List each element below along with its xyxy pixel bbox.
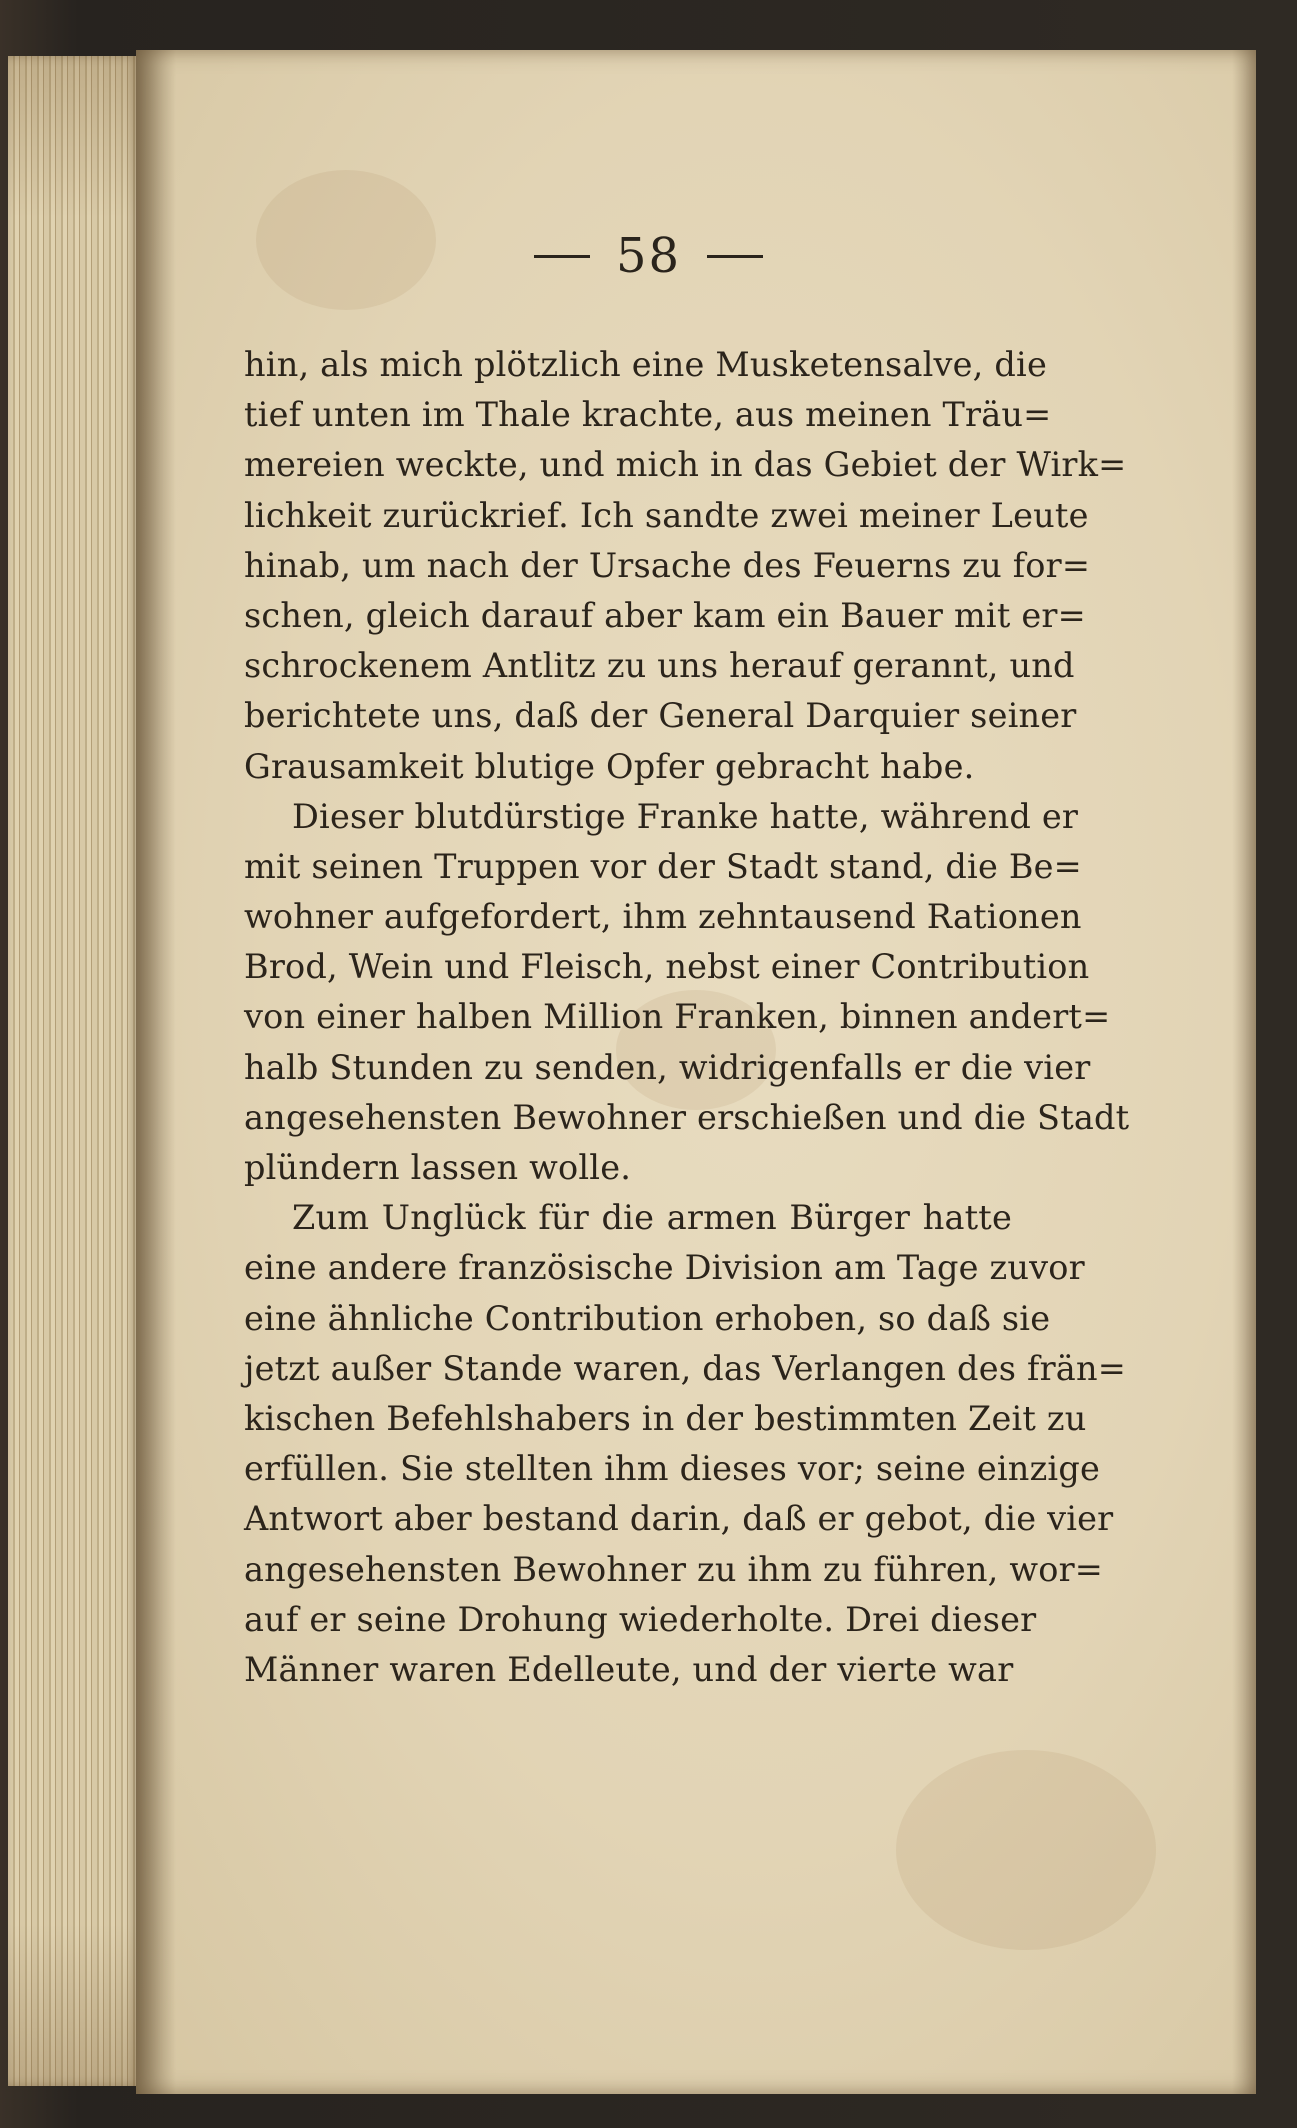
page-edge-shadow [1232, 50, 1256, 2094]
text-line: angesehensten Bewohner erschießen und die Stadt [244, 1097, 1130, 1137]
text-line: Zum Unglück für die armen Bürger hatte [292, 1198, 1012, 1238]
running-head [0, 228, 1297, 288]
header-dash-right [707, 255, 763, 258]
text-line: mit seinen Truppen vor der Stadt stand, die Be= [244, 846, 1082, 886]
paper-stain [896, 1750, 1156, 1950]
text-line: mereien weckte, und mich in das Gebiet der Wirk= [244, 445, 1127, 485]
page-edges [8, 56, 140, 2086]
header-dash-left [534, 255, 590, 258]
text-line: jetzt außer Stande waren, das Verlangen des frän= [244, 1348, 1126, 1388]
text-line: schen, gleich darauf aber kam ein Bauer mit er= [244, 595, 1086, 635]
spine-shadow [136, 50, 176, 2094]
text-line: Brod, Wein und Fleisch, nebst einer Contribution [244, 947, 1090, 987]
text-line: Männer waren Edelleute, und der vierte war [244, 1649, 1014, 1689]
text-line: Dieser blutdürstige Franke hatte, während er [292, 796, 1079, 836]
text-line: Grausamkeit blutige Opfer gebracht habe. [244, 746, 975, 786]
text-line: hin, als mich plötzlich eine Musketensalve, die [244, 345, 1047, 384]
body-text [244, 340, 1130, 1695]
text-line: berichtete uns, daß der General Darquier seiner [244, 696, 1077, 736]
text-line: wohner aufgefordert, ihm zehntausend Rationen [244, 897, 1082, 937]
text-line: Antwort aber bestand darin, daß er gebot, die vier [244, 1499, 1114, 1539]
text-line: eine andere französische Division am Tage zuvor [244, 1248, 1085, 1288]
page-number: 58 [615, 228, 682, 284]
text-line: lichkeit zurückrief. Ich sandte zwei meiner Leute [244, 495, 1089, 535]
text-line: auf er seine Drohung wiederholte. Drei dieser [244, 1599, 1037, 1639]
text-line: schrockenem Antlitz zu uns herauf gerannt, und [244, 646, 1075, 686]
text-line: kischen Befehlshabers in der bestimmten Zeit zu [244, 1398, 1087, 1438]
text-line: tief unten im Thale krachte, aus meinen Träu= [244, 395, 1052, 435]
text-line: von einer halben Million Franken, binnen andert= [244, 997, 1111, 1037]
text-line: angesehensten Bewohner zu ihm zu führen, wor= [244, 1549, 1104, 1589]
text-line: plündern lassen wolle. [244, 1148, 632, 1187]
text-line: eine ähnliche Contribution erhoben, so daß sie [244, 1298, 1051, 1338]
text-line: halb Stunden zu senden, widrigenfalls er die vier [244, 1047, 1091, 1087]
text-line: hinab, um nach der Ursache des Feuerns zu for= [244, 545, 1091, 585]
text-line: erfüllen. Sie stellten ihm dieses vor; seine einzige [244, 1449, 1101, 1489]
